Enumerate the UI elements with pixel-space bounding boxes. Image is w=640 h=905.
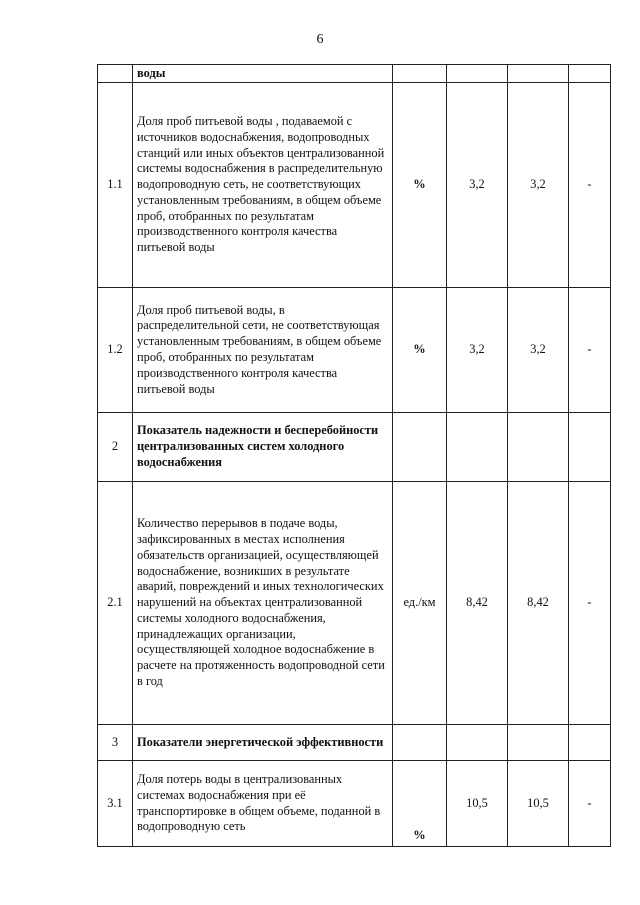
- row-unit: [393, 65, 447, 83]
- table-row: [98, 65, 611, 83]
- row-unit: ед./км: [393, 482, 447, 725]
- row-value-1: 3,2: [447, 288, 508, 413]
- row-value-3: [569, 725, 611, 761]
- row-number: 2: [98, 413, 133, 482]
- row-value-1: [447, 413, 508, 482]
- row-number: [98, 65, 133, 83]
- row-unit: [393, 725, 447, 761]
- row-description: Доля проб питьевой воды , подаваемой с источников водоснабжения, водопроводных станций или иных объектов централизованной системы водоснабжения в распределительную водопроводную сеть, не соответствующих установленным требованиям, в общем объеме проб, отобранных по результатам производственного контроля качества питьевой воды: [133, 83, 393, 288]
- row-description: Доля потерь воды в централизованных системах водоснабжения при её транспортировке в общем объеме, поданной в водопроводную сеть: [133, 761, 393, 847]
- table-row: [98, 761, 611, 847]
- row-value-2: 8,42: [508, 482, 569, 725]
- row-unit: %: [393, 288, 447, 413]
- row-value-2: 10,5: [508, 761, 569, 847]
- row-value-2: [508, 65, 569, 83]
- table-row: [98, 288, 611, 413]
- row-value-3: [569, 65, 611, 83]
- row-number: 3.1: [98, 761, 133, 847]
- row-value-2: [508, 413, 569, 482]
- row-number: 1.1: [98, 83, 133, 288]
- row-unit: [393, 413, 447, 482]
- row-description: Количество перерывов в подаче воды, зафиксированных в местах исполнения обязательств организацией, осуществляющей водоснабжение, возникших в результате аварий, повреждений и иных технологических нарушений на объектах централизованной системы холодного водоснабжения, принадлежащих организации, осуществляющей холодное водоснабжение в расчете на протяженность водопроводной сети в год: [133, 482, 393, 725]
- row-value-2: [508, 725, 569, 761]
- page-number: 6: [316, 32, 324, 47]
- table-row: [98, 413, 611, 482]
- row-value-2: 3,2: [508, 83, 569, 288]
- table-row: [98, 725, 611, 761]
- row-value-3: -: [569, 288, 611, 413]
- row-value-1: 3,2: [447, 83, 508, 288]
- row-unit: %: [393, 761, 447, 847]
- row-description: Доля проб питьевой воды, в распределительной сети, не соответствующая установленным требованиям, в общем объеме проб, отобранных по результатам производственного контроля качества питьевой воды: [133, 288, 393, 413]
- row-number: 2.1: [98, 482, 133, 725]
- row-value-1: [447, 725, 508, 761]
- row-description: Показатель надежности и бесперебойности централизованных систем холодного водоснабжения: [133, 413, 393, 482]
- table-row: [98, 482, 611, 725]
- row-value-3: -: [569, 761, 611, 847]
- row-description: Показатели энергетической эффективности: [133, 725, 393, 761]
- row-value-1: 8,42: [447, 482, 508, 725]
- row-number: 1.2: [98, 288, 133, 413]
- row-number: 3: [98, 725, 133, 761]
- row-value-3: -: [569, 83, 611, 288]
- row-value-2: 3,2: [508, 288, 569, 413]
- row-value-3: [569, 413, 611, 482]
- row-description: воды: [133, 65, 393, 83]
- table-row: [98, 83, 611, 288]
- row-value-1: [447, 65, 508, 83]
- row-value-1: 10,5: [447, 761, 508, 847]
- indicators-table: [97, 64, 611, 847]
- row-unit: %: [393, 83, 447, 288]
- row-value-3: -: [569, 482, 611, 725]
